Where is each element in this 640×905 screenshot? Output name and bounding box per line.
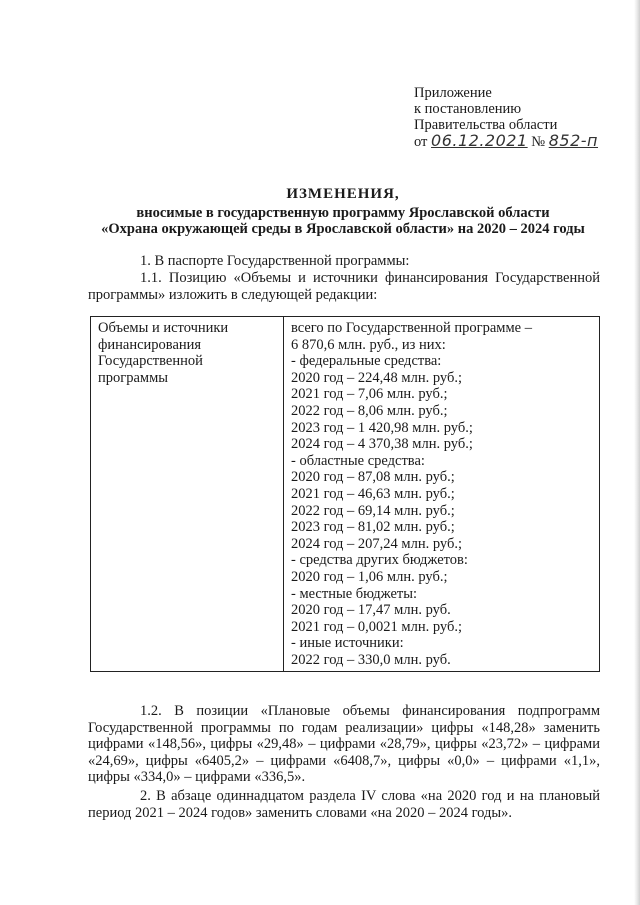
value-line: 6 870,6 млн. руб., из них: <box>291 336 446 353</box>
value-line: - федеральные средства: <box>291 353 442 370</box>
value-line: - местные бюджеты: <box>291 585 417 602</box>
handwritten-number: 852-п <box>548 131 599 150</box>
section-1-1-paragraph: 1.1. Позицию «Объемы и источники финансирования Государственной программы» изложить в следующей редакции: <box>88 270 600 303</box>
section-1-heading: 1. В паспорте Государственной программы: <box>140 253 410 269</box>
value-line: 2024 год – 4 370,38 млн. руб.; <box>291 436 473 453</box>
value-line: 2024 год – 207,24 млн. руб.; <box>291 535 462 552</box>
value-line: 2022 год – 330,0 млн. руб. <box>291 651 451 668</box>
value-line: всего по Государственной программе – <box>291 320 532 336</box>
value-line: 2020 год – 1,06 млн. руб.; <box>291 568 448 585</box>
document-heading: ИЗМЕНЕНИЯ, <box>286 186 400 202</box>
value-line: 2021 год – 46,63 млн. руб.; <box>291 485 455 502</box>
document-subtitle-2: «Охрана окружающей среды в Ярославской области» на 2020 – 2024 годы <box>101 221 585 237</box>
value-line: 2022 год – 69,14 млн. руб.; <box>291 502 455 519</box>
section-1-2-paragraph: 1.2. В позиции «Плановые объемы финансирования подпрограмм Государственной программы по годам реализации» цифры «148,28» заменить цифрами «148,56», цифры «29,48» – цифрами «28,79», цифры «23,72» – цифрами «24,69», цифры «6405,2» – цифрами «6408,7», цифры «0,0» – цифрами «1,1», цифры «334,0» – цифрами «336,5». <box>88 703 600 785</box>
value-line: 2020 год – 87,08 млн. руб.; <box>291 469 455 486</box>
value-line: - иные источники: <box>291 635 404 652</box>
financing-table <box>90 316 600 672</box>
scan-edge <box>634 0 640 905</box>
label-line: Государственной <box>98 353 203 370</box>
number-prefix: № <box>531 134 546 150</box>
appendix-line-1: Приложение <box>414 85 492 101</box>
value-line: 2023 год – 81,02 млн. руб.; <box>291 519 455 536</box>
label-line: программы <box>98 369 168 386</box>
date-prefix: от <box>414 134 428 150</box>
value-line: - областные средства: <box>291 452 425 469</box>
label-line: Объемы и источники <box>98 320 229 336</box>
label-line: финансирования <box>98 336 202 353</box>
appendix-date-number <box>414 133 598 150</box>
value-line: 2020 год – 224,48 млн. руб.; <box>291 369 462 386</box>
handwritten-date: 06.12.2021 <box>431 131 528 150</box>
appendix-line-2: к постановлению <box>414 101 522 117</box>
table-cell-values <box>284 317 600 672</box>
value-line: 2020 год – 17,47 млн. руб. <box>291 602 451 619</box>
value-line: 2022 год – 8,06 млн. руб.; <box>291 402 448 419</box>
table-cell-label <box>91 317 284 672</box>
value-line: 2021 год – 0,0021 млн. руб.; <box>291 618 462 635</box>
appendix-line-3: Правительства области <box>414 117 558 133</box>
appendix-block <box>414 85 598 150</box>
section-2-paragraph: 2. В абзаце одиннадцатом раздела IV слова «на 2020 год и на плановый период 2021 – 2024 годов» заменить словами «на 2020 – 2024 годы». <box>88 788 600 821</box>
value-line: 2023 год – 1 420,98 млн. руб.; <box>291 419 473 436</box>
document-subtitle-1: вносимые в государственную программу Ярославской области <box>136 205 550 221</box>
value-line: - средства других бюджетов: <box>291 552 468 569</box>
table-row <box>91 317 600 672</box>
value-line: 2021 год – 7,06 млн. руб.; <box>291 386 448 403</box>
